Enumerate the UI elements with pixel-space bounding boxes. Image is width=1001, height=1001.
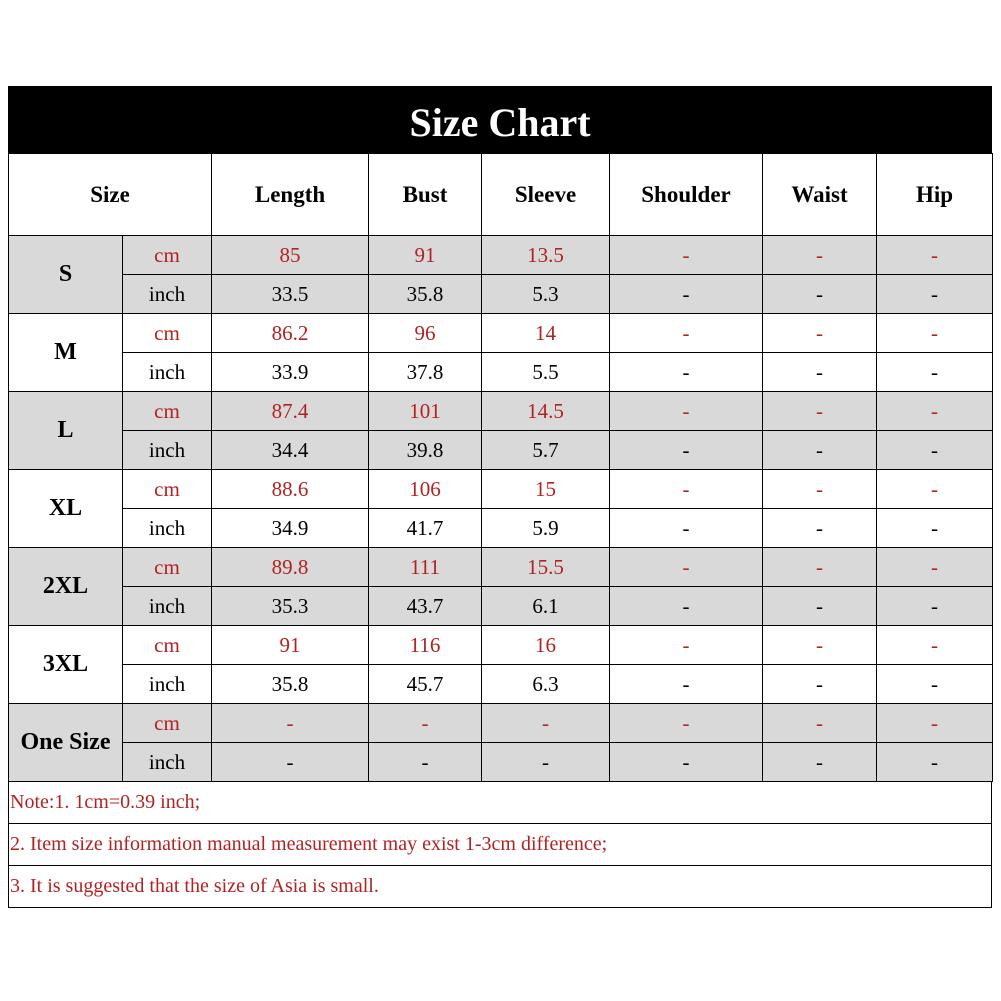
sleeve-value: 14: [482, 314, 610, 353]
bust-value: 41.7: [369, 509, 482, 548]
note-3: 3. It is suggested that the size of Asia is small.: [9, 866, 992, 908]
table-row: [9, 509, 993, 548]
hip-value: -: [877, 704, 993, 743]
shoulder-value: -: [610, 470, 763, 509]
hip-value: -: [877, 314, 993, 353]
hip-value: -: [877, 665, 993, 704]
size-label: 3XL: [9, 626, 123, 704]
hip-value: -: [877, 275, 993, 314]
size-chart: [8, 86, 992, 908]
size-group: [9, 392, 993, 470]
size-group: [9, 236, 993, 314]
table-row: [9, 587, 993, 626]
length-value: 33.9: [212, 353, 369, 392]
waist-value: -: [763, 548, 877, 587]
bust-value: 43.7: [369, 587, 482, 626]
hip-value: -: [877, 509, 993, 548]
shoulder-value: -: [610, 314, 763, 353]
size-table: [8, 153, 993, 782]
shoulder-value: -: [610, 509, 763, 548]
chart-title: Size Chart: [8, 86, 992, 153]
waist-value: -: [763, 665, 877, 704]
table-row: [9, 275, 993, 314]
sleeve-value: 13.5: [482, 236, 610, 275]
header-shoulder: Shoulder: [610, 154, 763, 236]
shoulder-value: -: [610, 626, 763, 665]
length-value: 85: [212, 236, 369, 275]
hip-value: -: [877, 470, 993, 509]
hip-value: -: [877, 431, 993, 470]
sleeve-value: -: [482, 743, 610, 782]
shoulder-value: -: [610, 353, 763, 392]
table-row: [9, 392, 993, 431]
shoulder-value: -: [610, 236, 763, 275]
unit-label: cm: [123, 314, 212, 353]
waist-value: -: [763, 392, 877, 431]
table-row: [9, 743, 993, 782]
shoulder-value: -: [610, 275, 763, 314]
shoulder-value: -: [610, 743, 763, 782]
sleeve-value: 14.5: [482, 392, 610, 431]
waist-value: -: [763, 353, 877, 392]
table-row: [9, 704, 993, 743]
sleeve-value: 6.1: [482, 587, 610, 626]
sleeve-value: 6.3: [482, 665, 610, 704]
waist-value: -: [763, 431, 877, 470]
hip-value: -: [877, 392, 993, 431]
table-row: [9, 665, 993, 704]
waist-value: -: [763, 509, 877, 548]
unit-label: cm: [123, 392, 212, 431]
sleeve-value: -: [482, 704, 610, 743]
size-group: [9, 314, 993, 392]
unit-label: inch: [123, 509, 212, 548]
hip-value: -: [877, 626, 993, 665]
length-value: 33.5: [212, 275, 369, 314]
bust-value: 101: [369, 392, 482, 431]
bust-value: 35.8: [369, 275, 482, 314]
table-row: [9, 314, 993, 353]
table-row: [9, 548, 993, 587]
unit-label: cm: [123, 470, 212, 509]
length-value: 34.4: [212, 431, 369, 470]
bust-value: 37.8: [369, 353, 482, 392]
waist-value: -: [763, 704, 877, 743]
unit-label: inch: [123, 275, 212, 314]
hip-value: -: [877, 743, 993, 782]
sleeve-value: 5.3: [482, 275, 610, 314]
bust-value: 111: [369, 548, 482, 587]
length-value: 86.2: [212, 314, 369, 353]
size-label: One Size: [9, 704, 123, 782]
unit-label: inch: [123, 743, 212, 782]
bust-value: 45.7: [369, 665, 482, 704]
sleeve-value: 5.7: [482, 431, 610, 470]
length-value: 91: [212, 626, 369, 665]
header-sleeve: Sleeve: [482, 154, 610, 236]
table-row: [9, 626, 993, 665]
length-value: -: [212, 704, 369, 743]
bust-value: 116: [369, 626, 482, 665]
waist-value: -: [763, 587, 877, 626]
length-value: 89.8: [212, 548, 369, 587]
sleeve-value: 15: [482, 470, 610, 509]
unit-label: cm: [123, 704, 212, 743]
waist-value: -: [763, 470, 877, 509]
bust-value: 106: [369, 470, 482, 509]
size-label: S: [9, 236, 123, 314]
hip-value: -: [877, 353, 993, 392]
header-length: Length: [212, 154, 369, 236]
unit-label: inch: [123, 431, 212, 470]
bust-value: -: [369, 704, 482, 743]
size-group: [9, 626, 993, 704]
sleeve-value: 5.9: [482, 509, 610, 548]
note-2: 2. Item size information manual measurement may exist 1-3cm difference;: [9, 824, 992, 866]
hip-value: -: [877, 548, 993, 587]
unit-label: cm: [123, 236, 212, 275]
header-row: [9, 154, 993, 236]
shoulder-value: -: [610, 587, 763, 626]
size-group: [9, 704, 993, 782]
shoulder-value: -: [610, 704, 763, 743]
shoulder-value: -: [610, 392, 763, 431]
waist-value: -: [763, 236, 877, 275]
length-value: 35.8: [212, 665, 369, 704]
size-group: [9, 470, 993, 548]
header-size: Size: [9, 154, 212, 236]
unit-label: cm: [123, 626, 212, 665]
size-label: XL: [9, 470, 123, 548]
note-1: Note:1. 1cm=0.39 inch;: [9, 782, 992, 824]
hip-value: -: [877, 587, 993, 626]
sleeve-value: 15.5: [482, 548, 610, 587]
length-value: 34.9: [212, 509, 369, 548]
shoulder-value: -: [610, 548, 763, 587]
sleeve-value: 16: [482, 626, 610, 665]
waist-value: -: [763, 314, 877, 353]
waist-value: -: [763, 275, 877, 314]
bust-value: 91: [369, 236, 482, 275]
header-bust: Bust: [369, 154, 482, 236]
unit-label: cm: [123, 548, 212, 587]
size-group: [9, 548, 993, 626]
shoulder-value: -: [610, 431, 763, 470]
unit-label: inch: [123, 353, 212, 392]
bust-value: -: [369, 743, 482, 782]
length-value: 87.4: [212, 392, 369, 431]
header-hip: Hip: [877, 154, 993, 236]
shoulder-value: -: [610, 665, 763, 704]
table-row: [9, 236, 993, 275]
size-label: L: [9, 392, 123, 470]
waist-value: -: [763, 743, 877, 782]
length-value: 88.6: [212, 470, 369, 509]
table-row: [9, 431, 993, 470]
waist-value: -: [763, 626, 877, 665]
bust-value: 96: [369, 314, 482, 353]
table-row: [9, 353, 993, 392]
unit-label: inch: [123, 665, 212, 704]
size-label: 2XL: [9, 548, 123, 626]
sleeve-value: 5.5: [482, 353, 610, 392]
notes-table: [8, 781, 992, 908]
size-label: M: [9, 314, 123, 392]
header-waist: Waist: [763, 154, 877, 236]
length-value: -: [212, 743, 369, 782]
bust-value: 39.8: [369, 431, 482, 470]
unit-label: inch: [123, 587, 212, 626]
hip-value: -: [877, 236, 993, 275]
table-row: [9, 470, 993, 509]
length-value: 35.3: [212, 587, 369, 626]
